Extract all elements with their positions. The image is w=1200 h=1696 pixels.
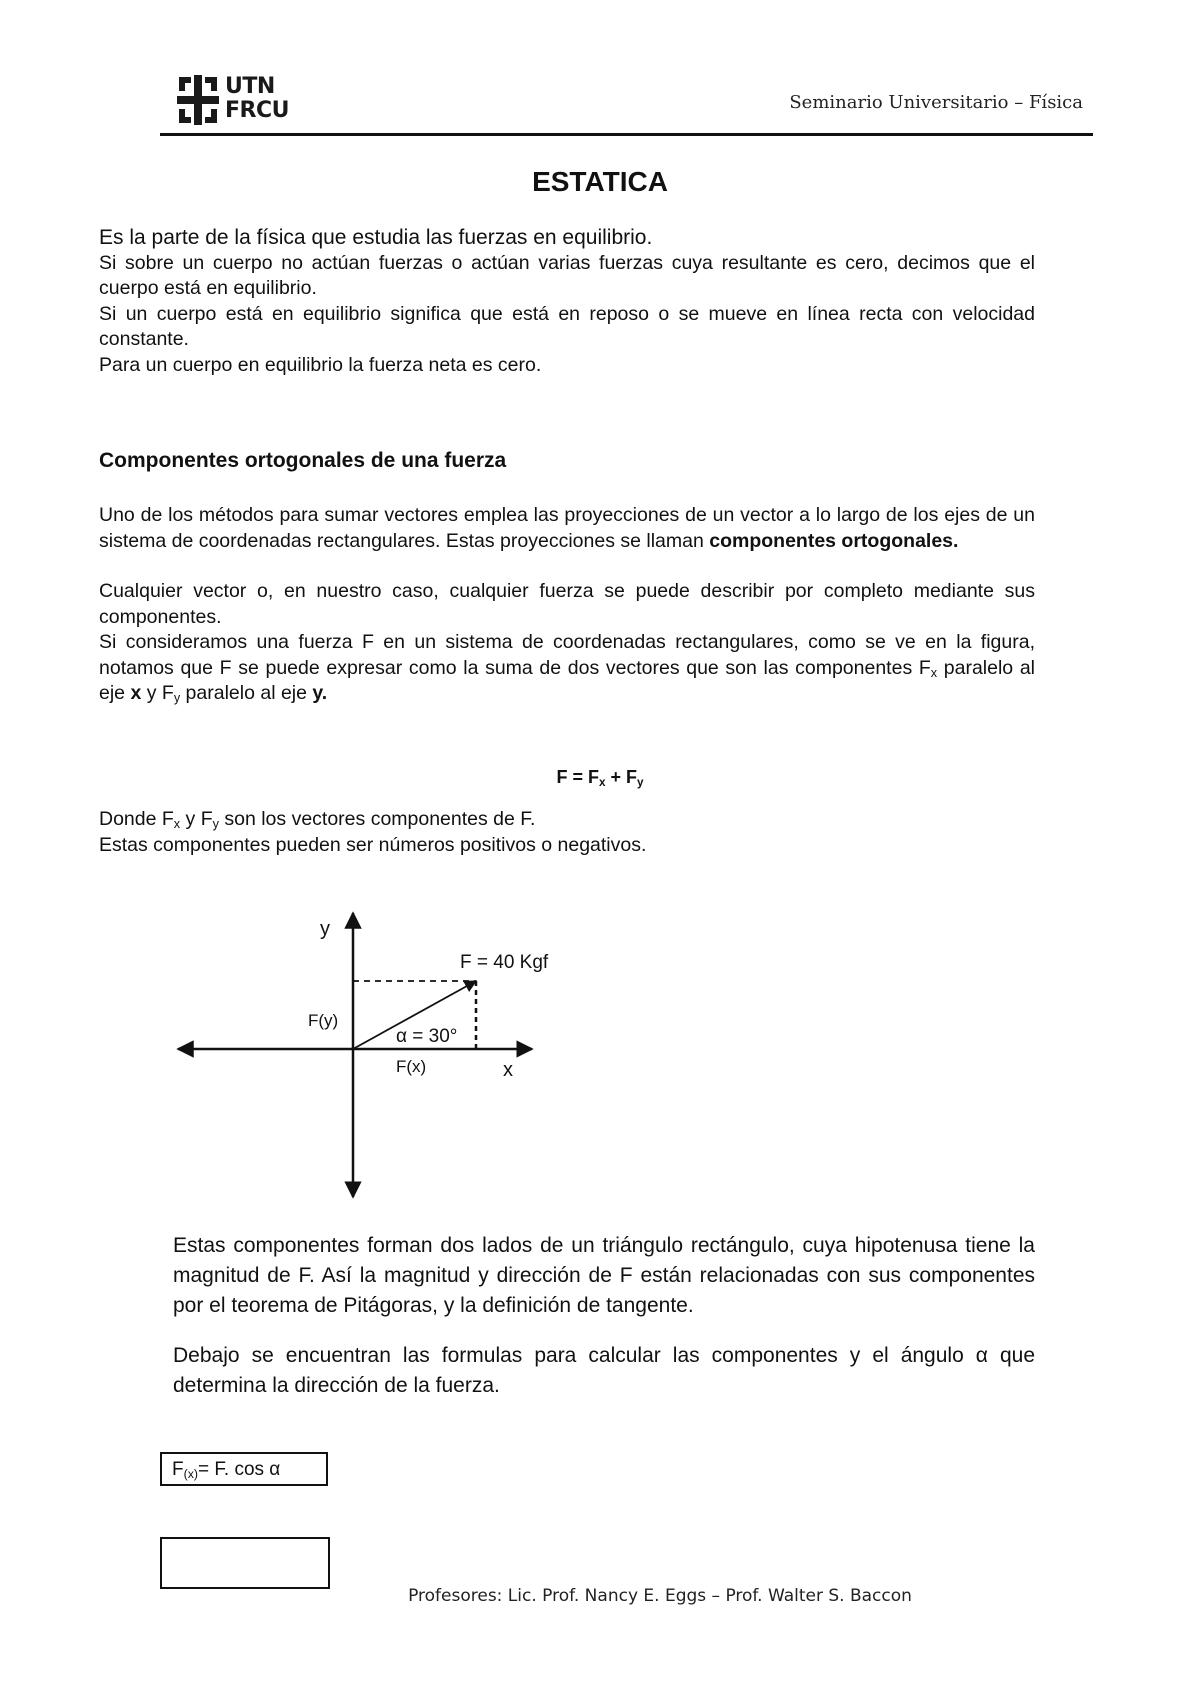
where-part-c: son los vectores componentes de F. xyxy=(218,808,536,830)
utn-logo-icon xyxy=(175,73,221,127)
formula-part-b: + F xyxy=(605,767,638,787)
formula-sub-y: y xyxy=(637,775,644,789)
signs-line: Estas componentes pueden ser números positivos o negativos. xyxy=(99,833,647,856)
vector-sum-formula xyxy=(0,767,1200,788)
label-fy: F(y) xyxy=(308,1011,339,1030)
where-line xyxy=(99,807,1035,833)
label-fx: F(x) xyxy=(396,1057,427,1076)
fx-formula-box xyxy=(160,1452,328,1486)
p3-part-c: y F xyxy=(141,682,174,704)
label-x-axis: x xyxy=(503,1059,513,1081)
logo-wordmark xyxy=(225,75,289,123)
p3-bold-x: x xyxy=(130,682,142,704)
section-paragraph-3 xyxy=(99,630,1035,707)
header-divider xyxy=(160,133,1093,136)
intro-paragraph-2: Si un cuerpo está en equilibrio significa que está en reposo o se mueve en línea recta con velocidad constante. xyxy=(99,302,1035,350)
logo-line-frcu: FRCU xyxy=(225,98,289,123)
label-y-axis: y xyxy=(320,918,330,940)
box-formula-part-a: F xyxy=(172,1459,184,1480)
intro-paragraph-1: Si sobre un cuerpo no actúan fuerzas o actúan varias fuerzas cuya resultante es cero, decimos que el cuerpo está en equilibrio. xyxy=(99,251,1035,299)
section-block xyxy=(99,503,1035,707)
force-components-diagram xyxy=(170,905,550,1205)
where-sub-y: y xyxy=(212,817,219,832)
explanation-block xyxy=(173,1231,1035,1401)
utn-frcu-logo xyxy=(175,73,289,129)
logo-line-utn: UTN xyxy=(225,74,275,99)
intro-paragraph-3: Para un cuerpo en equilibrio la fuerza neta es cero. xyxy=(99,353,542,376)
box-formula-sub: (x) xyxy=(183,1467,199,1482)
page-title: ESTATICA xyxy=(532,166,668,197)
intro-block xyxy=(99,225,1035,378)
course-name: Seminario Universitario – Física xyxy=(789,92,1083,113)
box-formula-part-b: = F. cos α xyxy=(198,1459,281,1480)
explanation-paragraph-1: Estas componentes forman dos lados de un triángulo rectángulo, cuya hipotenusa tiene la magnitud de F. Así la magnitud y dirección de F están relacionadas con sus componentes por el teorema de Pitágoras, y la definición de tangente. xyxy=(173,1234,1035,1317)
where-sub-x: x xyxy=(173,817,181,832)
p3-sub-y: y xyxy=(173,691,181,706)
intro-lead: Es la parte de la física que estudia las fuerzas en equilibrio. xyxy=(99,226,653,249)
footer xyxy=(0,1586,1200,1606)
components-block xyxy=(99,807,1035,858)
p3-part-b: paralelo al eje xyxy=(99,656,1035,704)
empty-formula-box xyxy=(160,1537,330,1589)
section-paragraph-1 xyxy=(99,503,1035,554)
footer-professors: Profesores: Lic. Prof. Nancy E. Eggs – Prof. Walter S. Baccon xyxy=(408,1586,912,1606)
where-part-b: y F xyxy=(180,808,213,830)
p3-part-a: Si consideramos una fuerza F en un sistema de coordenadas rectangulares, como se ve en la figura, notamos que F se puede expresar como la suma de dos vectores que son las componentes F xyxy=(99,631,1035,679)
p1-text: Uno de los métodos para sumar vectores emplea las proyecciones de un vector a lo largo de los ejes de un sistema de coordenadas rectangulares. Estas proyecciones se llaman xyxy=(99,504,1035,552)
explanation-paragraph-2: Debajo se encuentran las formulas para calcular las componentes y el ángulo α que determina la dirección de la fuerza. xyxy=(173,1344,1035,1397)
section-heading: Componentes ortogonales de una fuerza xyxy=(99,449,507,472)
section-paragraph-2: Cualquier vector o, en nuestro caso, cualquier fuerza se puede describir por completo mediante sus componentes. xyxy=(99,580,1035,628)
p3-part-d: paralelo al eje xyxy=(180,682,313,704)
formula-part-a: F = F xyxy=(556,767,599,787)
label-angle: α = 30° xyxy=(396,1026,458,1047)
where-part-a: Donde F xyxy=(99,808,174,830)
label-force: F = 40 Kgf xyxy=(460,952,549,973)
formula-sub-x: x xyxy=(598,775,606,789)
p3-bold-y: y. xyxy=(312,682,328,704)
p3-sub-x: x xyxy=(930,665,938,680)
p1-bold: componentes ortogonales. xyxy=(709,529,959,552)
